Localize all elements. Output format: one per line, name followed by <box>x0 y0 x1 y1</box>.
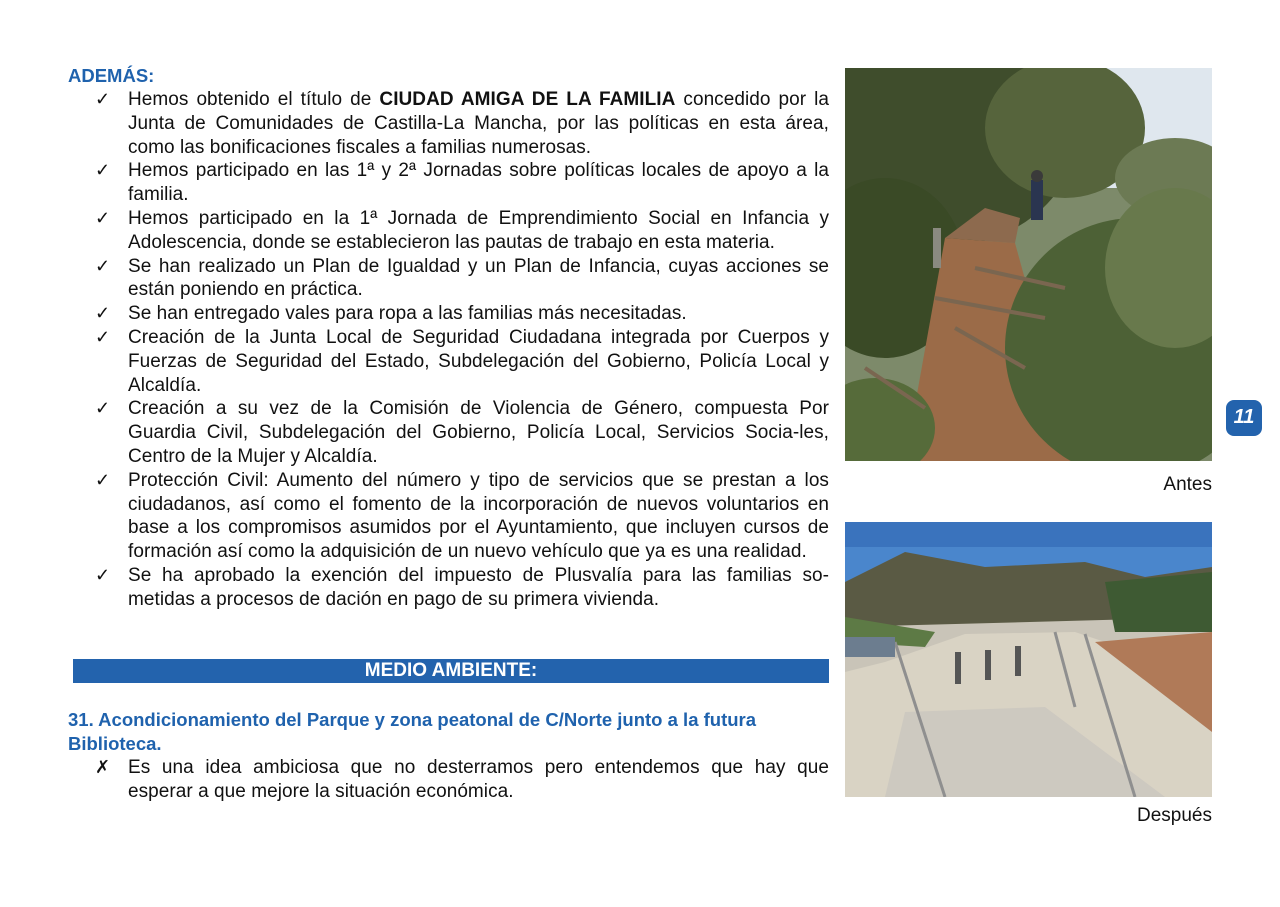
page-number-badge: 11 <box>1226 400 1262 436</box>
check-mark-icon: ✓ <box>95 469 111 490</box>
check-mark-icon: ✓ <box>95 160 111 181</box>
item-text: Se han entregado vales para ropa a las familias más necesitadas. <box>128 303 687 325</box>
item-text: Hemos obtenido el título de <box>128 89 380 110</box>
list-item <box>68 207 829 255</box>
check-mark-icon: ✓ <box>95 398 111 419</box>
list-item <box>68 469 829 564</box>
list-item <box>68 397 829 468</box>
item-text-continued: concedido por la Junta de Comunidades de Castilla-La Mancha, por las políticas en esta área, como las bonificaciones fiscales a familias numerosas. <box>128 89 829 158</box>
item-text: Se ha aprobado la exención del impuesto de Plusvalía para las familias so-metidas a procesos de dación en pago de su primera vivienda. <box>128 564 829 610</box>
check-mark-icon: ✓ <box>95 326 111 347</box>
ademas-section <box>68 64 829 612</box>
ademas-list <box>68 88 829 612</box>
check-mark-icon: ✓ <box>95 207 111 228</box>
item-text: Creación a su vez de la Comisión de Violencia de Género, compuesta Por Guardia Civil, Subdelegación del Gobierno, Policía Local, Servicios Socia-les, Centro de la Mujer y Alcaldía. <box>128 398 829 467</box>
caption-before: Antes <box>1163 474 1212 495</box>
check-mark-icon: ✓ <box>95 303 111 324</box>
list-item <box>68 326 829 397</box>
item-bold-text: CIUDAD AMIGA DE LA FAMILIA <box>379 89 676 110</box>
list-item <box>68 88 829 159</box>
item-31-list <box>68 756 829 804</box>
item-31-title: 31. Acondicionamiento del Parque y zona peatonal de C/Norte junto a la futura Biblioteca. <box>68 709 757 754</box>
check-mark-icon: ✓ <box>95 255 111 276</box>
list-item <box>68 302 829 326</box>
item-text: Protección Civil: Aumento del número y tipo de servicios que se prestan a los ciudadanos, así como el fomento de la incorporación de nuevos voluntarios en base a los compromisos asumidos por el Ayuntamiento, que incluyen cursos de formación así como la adquisición de un nuevo vehículo que ya es una realidad. <box>128 469 829 563</box>
photo-after <box>845 522 1212 797</box>
item-text: Se han realizado un Plan de Igualdad y un Plan de Infancia, cuyas acciones se están poniendo en práctica. <box>128 255 829 301</box>
item-text: Hemos participado en las 1ª y 2ª Jornadas sobre políticas locales de apoyo a la familia. <box>128 160 829 206</box>
list-item <box>68 255 829 303</box>
item-text: Hemos participado en la 1ª Jornada de Emprendimiento Social en Infancia y Adolescencia, donde se establecieron las pautas de trabajo en esta materia. <box>128 207 829 253</box>
photo-before <box>845 68 1212 461</box>
caption-after: Después <box>1137 805 1212 826</box>
check-mark-icon: ✓ <box>95 564 111 585</box>
list-item <box>68 564 829 612</box>
item-text: Creación de la Junta Local de Seguridad Ciudadana integrada por Cuerpos y Fuerzas de Seguridad del Estado, Subdelegación del Gobierno, Policía Local y Alcaldía. <box>128 326 829 396</box>
cross-mark-icon: ✗ <box>95 757 111 777</box>
item-31-section <box>68 708 829 804</box>
item-text: Es una idea ambiciosa que no desterramos pero entendemos que hay que esperar a que mejore la situación económica. <box>128 757 829 802</box>
ademas-title: ADEMÁS: <box>68 65 155 86</box>
section-bar-medio-ambiente: MEDIO AMBIENTE: <box>73 659 829 683</box>
check-mark-icon: ✓ <box>95 89 111 109</box>
list-item <box>68 756 829 804</box>
list-item <box>68 159 829 207</box>
